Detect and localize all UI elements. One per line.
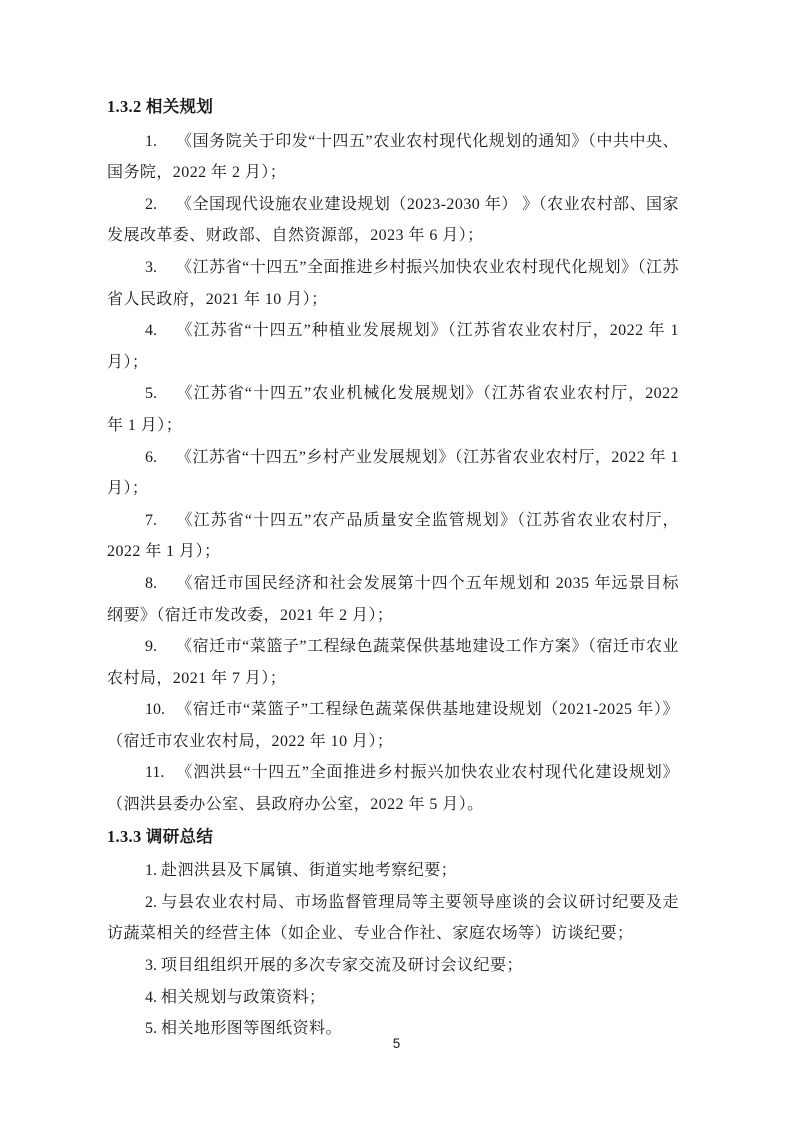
item-number: 2. (145, 893, 157, 911)
item-number: 9. (145, 638, 157, 656)
section-related-plans (107, 91, 679, 821)
item-text: 《江苏省“十四五”农业机械化发展规划》（江苏省农业农村厅，2022 年 1 月）； (107, 385, 679, 434)
item-number: 10. (145, 701, 165, 719)
list-item (107, 189, 679, 252)
list-item (107, 887, 679, 950)
list-item (107, 855, 679, 887)
list-item (107, 252, 679, 315)
list-item (107, 982, 679, 1014)
list-item (107, 568, 679, 631)
item-number: 1. (145, 132, 157, 150)
page-number: 5 (392, 1036, 401, 1051)
item-text: 《全国现代设施农业建设规划（2023-2030 年） 》（农业农村部、国家发展改革委、财政部、自然资源部，2023 年 6 月）； (107, 195, 679, 245)
item-number: 6. (145, 448, 157, 466)
item-text: 《宿迁市“菜篮子”工程绿色蔬菜保供基地建设规划（2021-2025 年）》（宿迁市农业农村局，2022 年 10 月）； (107, 701, 679, 750)
list-item (107, 757, 679, 820)
item-number: 2. (145, 195, 157, 213)
item-text: 与县农业农村局、市场监督管理局等主要领导座谈的会议研讨纪要及走访蔬菜相关的经营主体（如企业、专业合作社、家庭农场等）访谈纪要； (107, 893, 679, 943)
list-item (107, 315, 679, 378)
item-text: 相关地形图等图纸资料。 (161, 1020, 342, 1038)
item-number: 8. (145, 574, 157, 592)
item-text: 相关规划与政策资料； (161, 988, 326, 1006)
item-number: 3. (145, 957, 157, 975)
item-text: 《国务院关于印发“十四五”农业农村现代化规划的通知》（中共中央、国务院，2022 年 2 月）； (107, 132, 679, 182)
list-item (107, 442, 679, 505)
item-number: 4. (145, 988, 157, 1006)
item-text: 《宿迁市国民经济和社会发展第十四个五年规划和 2035 年远景目标纲要》（宿迁市发改委，2021 年 2 月）； (107, 574, 679, 624)
document-content (107, 91, 679, 1045)
item-number: 4. (145, 322, 157, 340)
item-number: 5. (145, 385, 157, 403)
list-item (107, 126, 679, 189)
item-number: 7. (145, 511, 157, 529)
item-text: 项目组组织开展的多次专家交流及研讨会议纪要； (161, 957, 523, 975)
item-number: 3. (145, 258, 157, 276)
item-number: 11. (145, 764, 165, 782)
list-item (107, 505, 679, 568)
item-text: 《江苏省“十四五”种植业发展规划》（江苏省农业农村厅，2022 年 1 月）； (107, 322, 679, 371)
list-item (107, 631, 679, 694)
item-number: 1. (145, 862, 157, 880)
list-item (107, 950, 679, 982)
item-text: 《江苏省“十四五”农产品质量安全监管规划》（江苏省农业农村厅，2022 年 1 月）； (107, 511, 679, 561)
list-item (107, 378, 679, 441)
item-text: 《江苏省“十四五”乡村产业发展规划》（江苏省农业农村厅，2022 年 1 月）； (107, 448, 679, 498)
section-heading-1-3-3: 1.3.3 调研总结 (107, 826, 214, 846)
section-heading-1-3-2: 1.3.2 相关规划 (107, 97, 214, 116)
item-text: 《泗洪县“十四五”全面推进乡村振兴加快农业农村现代化建设规划》（泗洪县委办公室、县政府办公室，2022 年 5 月）。 (107, 764, 679, 814)
list-item (107, 694, 679, 757)
item-text: 《宿迁市“菜篮子”工程绿色蔬菜保供基地建设工作方案》（宿迁市农业农村局，2021 年 7 月）； (107, 638, 679, 687)
section-survey-summary (107, 821, 679, 1045)
item-number: 5. (145, 1020, 157, 1038)
item-text: 赴泗洪县及下属镇、街道实地考察纪要； (161, 862, 458, 880)
item-text: 《江苏省“十四五”全面推进乡村振兴加快农业农村现代化规划》（江苏省人民政府，2021 年 10 月）； (107, 258, 679, 308)
